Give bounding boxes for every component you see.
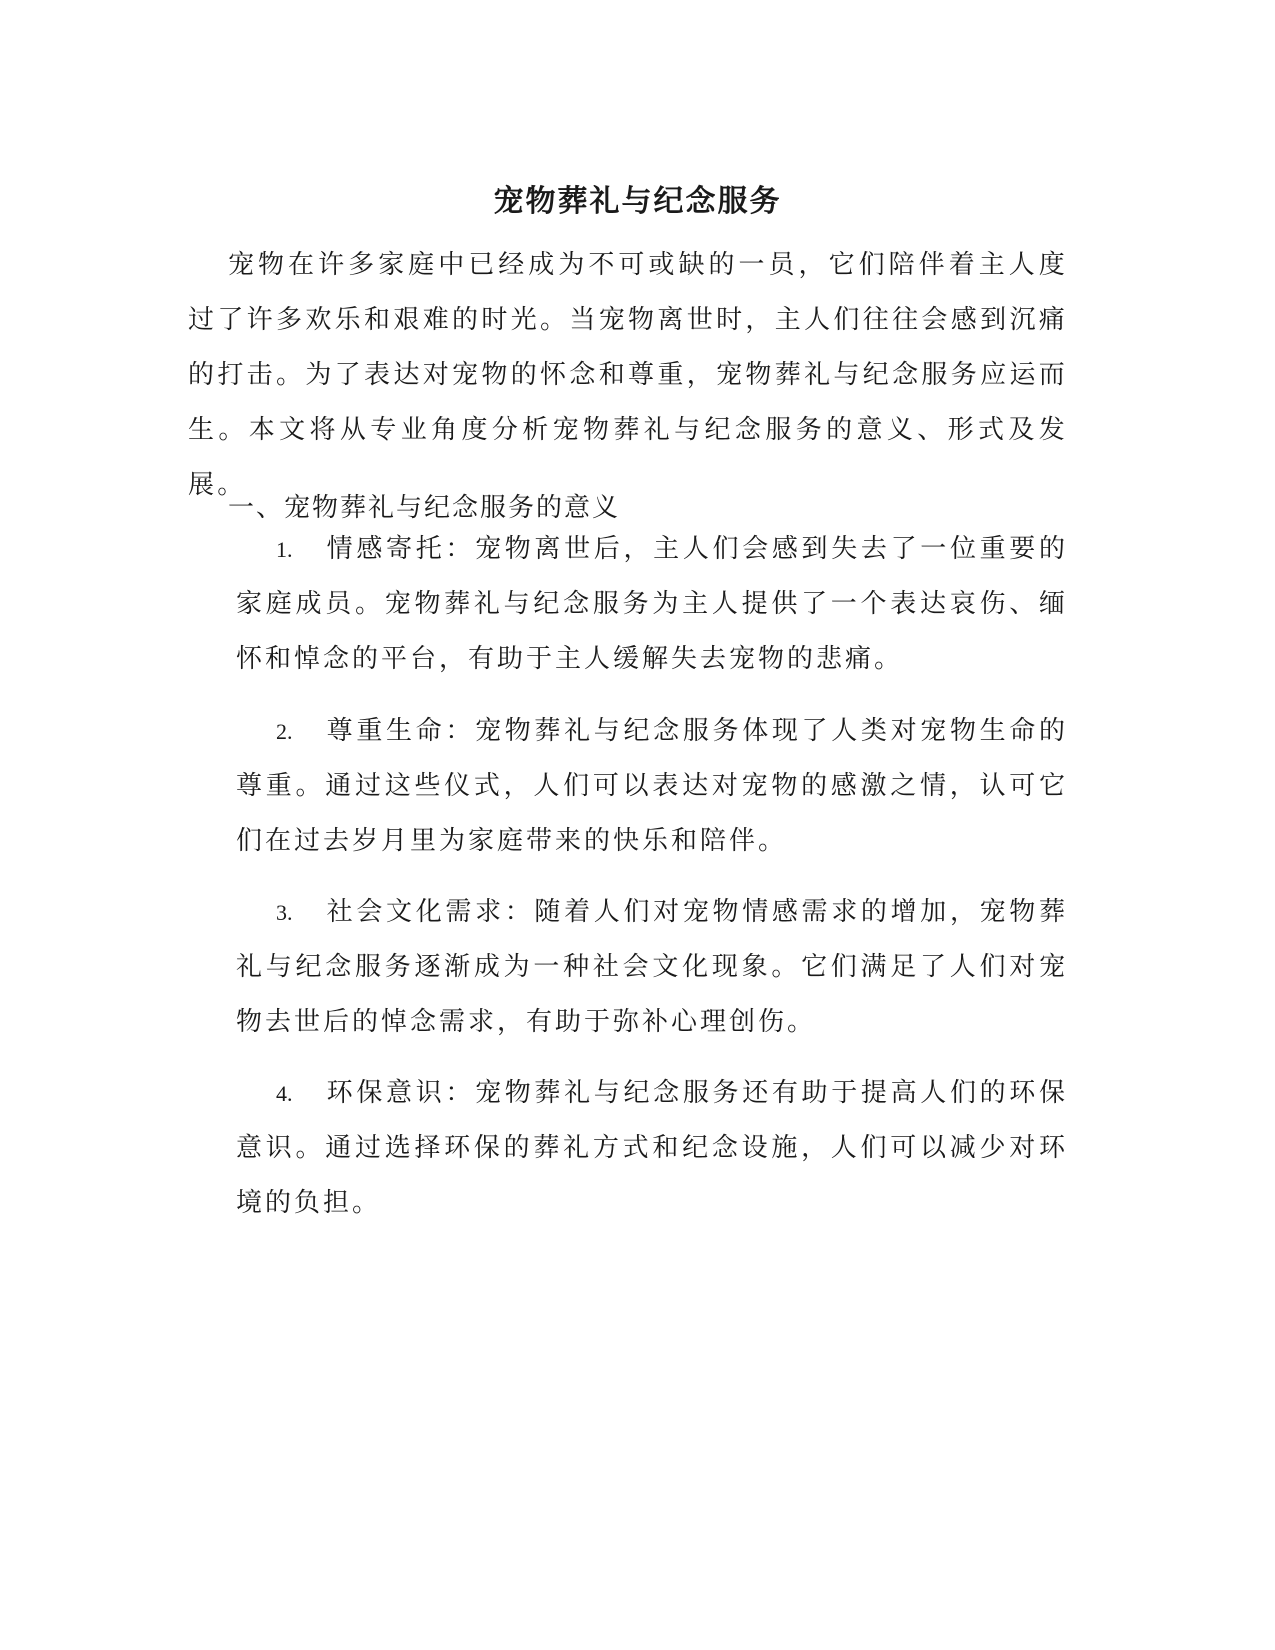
list-item <box>236 522 1068 687</box>
list-item-text: 社会文化需求：随着人们对宠物情感需求的增加，宠物葬礼与纪念服务逐渐成为一种社会文化现象。它们满足了人们对宠物去世后的悼念需求，有助于弥补心理创伤。 <box>236 897 1068 1037</box>
intro-paragraph: 宠物在许多家庭中已经成为不可或缺的一员，它们陪伴着主人度过了许多欢乐和艰难的时光。当宠物离世时，主人们往往会感到沉痛的打击。为了表达对宠物的怀念和尊重，宠物葬礼与纪念服务应运而生。本文将从专业角度分析宠物葬礼与纪念服务的意义、形式及发展。 <box>188 250 1068 500</box>
list-item-number: 4. <box>276 1081 293 1106</box>
list-item <box>236 1066 1068 1231</box>
list-item-number: 2. <box>276 719 293 744</box>
section-heading: 一、宠物葬礼与纪念服务的意义 <box>228 493 621 523</box>
list-item <box>236 885 1068 1050</box>
list-item-text: 情感寄托：宠物离世后，主人们会感到失去了一位重要的家庭成员。宠物葬礼与纪念服务为主人提供了一个表达哀伤、缅怀和悼念的平台，有助于主人缓解失去宠物的悲痛。 <box>236 534 1068 674</box>
list-item-number: 1. <box>276 537 293 562</box>
list-item-number: 3. <box>276 900 293 925</box>
list-item-text: 环保意识：宠物葬礼与纪念服务还有助于提高人们的环保意识。通过选择环保的葬礼方式和纪念设施，人们可以减少对环境的负担。 <box>236 1078 1068 1218</box>
document-title: 宠物葬礼与纪念服务 <box>493 184 782 220</box>
list-item-text: 尊重生命：宠物葬礼与纪念服务体现了人类对宠物生命的尊重。通过这些仪式，人们可以表达对宠物的感激之情，认可它们在过去岁月里为家庭带来的快乐和陪伴。 <box>236 716 1068 856</box>
list-item <box>236 704 1068 869</box>
